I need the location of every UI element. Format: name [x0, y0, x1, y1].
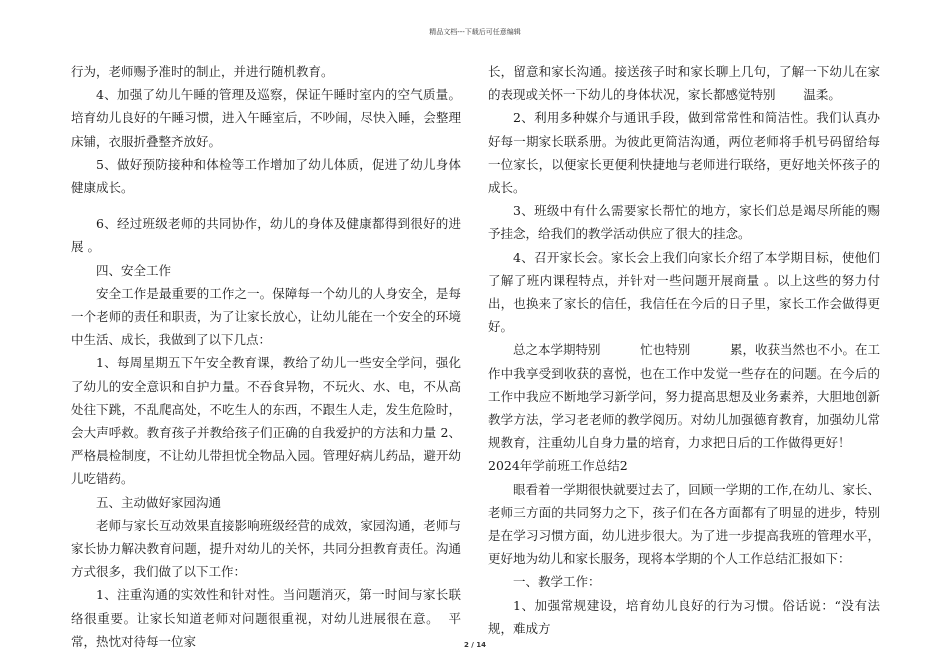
paragraph: 行为，老师赐予准时的制止，并进行随机教育。: [71, 64, 334, 79]
paragraph: 5、做好预防接种和体检等工作增加了幼儿体质，促进了幼儿身体健康成长。: [71, 156, 461, 196]
left-column: [71, 60, 461, 653]
paragraph: 6、经过班级老师的共同协作，幼儿的身体及健康都得到很好的进展 。: [71, 216, 461, 255]
document-title: 2024年学前班工作总结2: [488, 458, 628, 474]
section-heading: 四、安全工作: [96, 262, 172, 278]
paragraph: 3、班级中有什么需要家长帮忙的地方，家长们总是竭尽所能的赐予挂念，给我们的教学活动供应了很大的挂念。: [488, 203, 880, 242]
paragraph: 总之本学期特别 忙也特别 累，收获当然也不小。在工作中我享受到收获的喜悦，也在工作中发觉一些存在的问题。在今后的工作中我应不断地学习新学问，努力提高思想及业务素养，大胆地创新教学方法，学习老老师的教学阅历。对幼儿加强德育教育，加强幼儿常规教育，注重幼儿自身力量的培育，力求把日后的工作做得更好！: [488, 342, 880, 451]
page-header: 精品文档---下载后可任意编辑: [429, 28, 521, 36]
paragraph: 1、加强常规建设，培育幼儿良好的行为习惯。俗话说：“没有法规，难成方: [488, 597, 880, 636]
paragraph: 眼看着一学期很快就要过去了，回顾一学期的工作,在幼儿、家长、老师三方面的共同努力之下，孩子们在各方面都有了明显的进步，特别是在学习习惯方面，幼儿进步很大。为了进一步提高我班的管理水平，更好地为幼儿和家长服务，现将本学期的个人工作总结汇报如下：: [488, 481, 880, 567]
paragraph: 1、每周星期五下午安全教育课，教给了幼儿一些安全学问，强化了幼儿的安全意识和自护力量。不吞食异物，不玩火、水、电，不从高处往下跳，不乱爬高处，不吃生人的东西，不跟生人走，发生危险时，会大声呼救。教育孩子并教给孩子们正确的自我爱护的方法和力量 2、严格晨检制度，不让幼儿带担忧全物品入园。管理好病儿药品，避开幼儿吃错药。: [71, 355, 461, 487]
paragraph: 4、加强了幼儿午睡的管理及巡察，保证午睡时室内的空气质量。培育幼儿良好的午睡习惯，进入午睡室后，不吵闹，尽快入睡，会整理床铺，衣服折叠整齐放好。: [71, 87, 461, 149]
paragraph: 安全工作是最重要的工作之一。保障每一个幼儿的人身安全，是每一个老师的责任和职责，为了让家长放心，让幼儿能在一个安全的环境中生活、成长，我做到了以下几点：: [71, 285, 461, 348]
paragraph-gap: [71, 199, 461, 212]
paragraph: 2、利用多种媒介与通讯手段，做到常常性和简洁性。我们认真办好每一期家长联系册。为彼此更简洁沟通，两位老师将手机号码留给每一位家长，以便家长更便利快捷地与老师进行联络，更好地关怀孩子的成长。: [488, 110, 880, 196]
right-column: [488, 60, 880, 640]
paragraph: 4、召开家长会。家长会上我们向家长介绍了本学期目标，使他们了解了班内课程特点，并针对一些问题开展商量 。以上这些的努力付出，也换来了家长的信任，我信任在今后的日子里，家长工作会做得更好。: [488, 249, 880, 335]
page-number: 2 / 14: [463, 641, 487, 649]
section-heading: 一、教学工作：: [513, 574, 601, 590]
paragraph: 老师与家长互动效果直接影响班级经营的成效，家园沟通，老师与家长协力解决教育问题，提升对幼儿的关怀，共同分担教育责任。沟通方式很多，我们做了以下工作：: [71, 517, 461, 580]
paragraph: 1、注重沟通的实效性和针对性。当问题消灭，第一时间与家长联络很重要。让家长知道老师对问题很重视，对幼儿进展很在意。 平常，热忱对待每一位家: [71, 587, 461, 649]
section-heading: 五、主动做好家园沟通: [96, 494, 222, 510]
paragraph: 长，留意和家长沟通。接送孩子时和家长聊上几句，了解一下幼儿在家的表现或关怀一下幼儿的身体状况，家长都感觉特别 温柔。: [488, 64, 880, 103]
